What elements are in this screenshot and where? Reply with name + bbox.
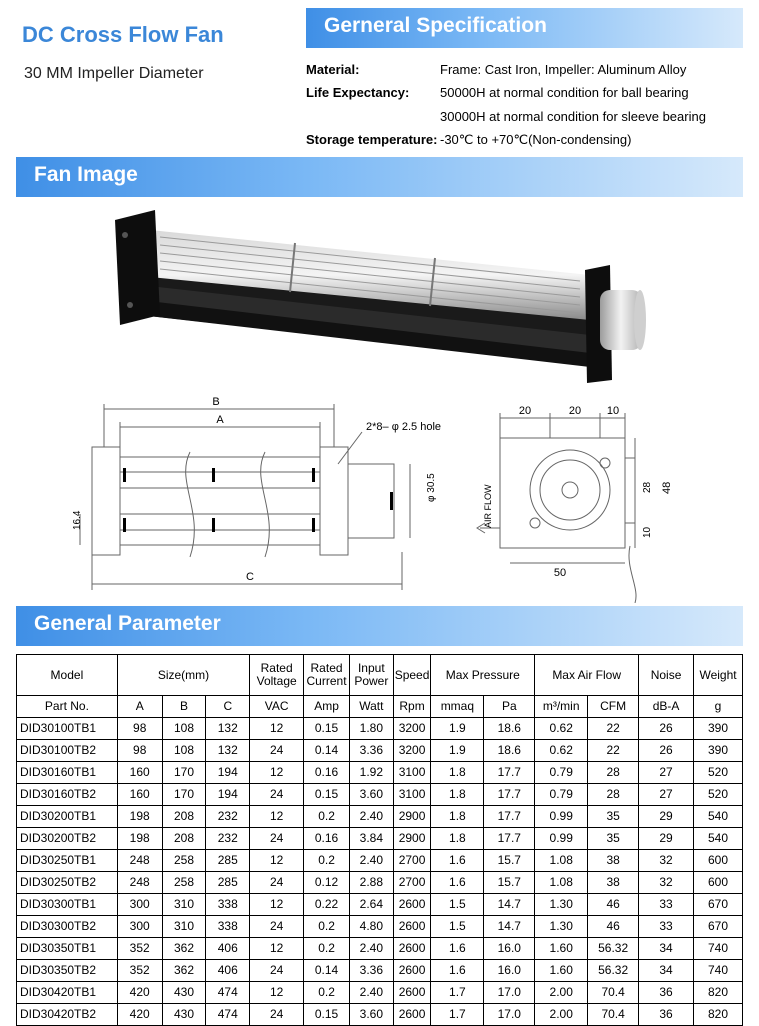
- table-row: [17, 1004, 743, 1026]
- table-cell: 194: [206, 784, 250, 806]
- spec-value-life-ball: 50000H at normal condition for ball bearing: [440, 85, 689, 100]
- table-cell: 1.80: [349, 718, 393, 740]
- table-cell: 2600: [393, 938, 431, 960]
- table-cell: 0.62: [535, 718, 588, 740]
- table-cell: 0.22: [304, 894, 350, 916]
- table-row: [17, 762, 743, 784]
- table-cell: 310: [162, 916, 206, 938]
- table-cell: 24: [250, 960, 304, 982]
- table-cell: 0.15: [304, 718, 350, 740]
- table-cell: 2.40: [349, 938, 393, 960]
- part-number-cell: DID30200TB1: [17, 806, 118, 828]
- table-cell: 12: [250, 982, 304, 1004]
- part-number-cell: DID30350TB1: [17, 938, 118, 960]
- table-cell: 820: [694, 1004, 743, 1026]
- dim-label-b: B: [212, 396, 220, 408]
- table-cell: 1.9: [431, 740, 484, 762]
- col-header-power: Input Power: [349, 655, 393, 696]
- table-row: [17, 938, 743, 960]
- table-cell: 0.16: [304, 762, 350, 784]
- table-unit-row: [17, 696, 743, 718]
- table-cell: 1.60: [535, 960, 588, 982]
- table-cell: 108: [162, 740, 206, 762]
- table-cell: 12: [250, 762, 304, 784]
- table-cell: 600: [694, 872, 743, 894]
- table-cell: 3100: [393, 784, 431, 806]
- general-parameter-heading: General Parameter: [34, 612, 221, 635]
- dim-10-top: 10: [606, 405, 620, 417]
- table-cell: 22: [588, 718, 639, 740]
- table-cell: 2600: [393, 1004, 431, 1026]
- table-cell: 16.0: [484, 960, 535, 982]
- table-cell: 420: [117, 1004, 162, 1026]
- table-cell: 300: [117, 916, 162, 938]
- table-cell: 18.6: [484, 718, 535, 740]
- table-cell: 2.40: [349, 806, 393, 828]
- table-cell: 24: [250, 1004, 304, 1026]
- table-cell: 17.0: [484, 982, 535, 1004]
- table-cell: 2700: [393, 850, 431, 872]
- table-cell: 18.6: [484, 740, 535, 762]
- table-cell: 1.5: [431, 916, 484, 938]
- table-cell: 352: [117, 938, 162, 960]
- table-cell: 198: [117, 828, 162, 850]
- part-number-cell: DID30300TB1: [17, 894, 118, 916]
- table-cell: 4.80: [349, 916, 393, 938]
- col-header-size: Size(mm): [117, 655, 249, 696]
- spec-label-storage: Storage temperature:: [306, 132, 438, 147]
- unit-m3min: m³/min: [535, 696, 588, 718]
- table-cell: 670: [694, 916, 743, 938]
- table-cell: 0.99: [535, 806, 588, 828]
- table-cell: 14.7: [484, 894, 535, 916]
- table-cell: 32: [639, 850, 694, 872]
- dim-label-a: A: [216, 414, 224, 426]
- table-cell: 3.60: [349, 784, 393, 806]
- table-cell: 0.62: [535, 740, 588, 762]
- table-cell: 2900: [393, 806, 431, 828]
- spec-value-storage: -30℃ to +70℃(Non-condensing): [440, 132, 632, 147]
- table-cell: 17.0: [484, 1004, 535, 1026]
- table-row: [17, 828, 743, 850]
- unit-mmaq: mmaq: [431, 696, 484, 718]
- table-cell: 520: [694, 762, 743, 784]
- table-cell: 17.7: [484, 806, 535, 828]
- table-cell: 0.16: [304, 828, 350, 850]
- unit-pa: Pa: [484, 696, 535, 718]
- table-cell: 0.12: [304, 872, 350, 894]
- col-header-airflow: Max Air Flow: [535, 655, 639, 696]
- table-cell: 29: [639, 828, 694, 850]
- table-cell: 70.4: [588, 1004, 639, 1026]
- table-cell: 1.30: [535, 894, 588, 916]
- table-cell: 0.15: [304, 784, 350, 806]
- table-cell: 15.7: [484, 850, 535, 872]
- general-spec-heading: Gerneral Specification: [324, 14, 547, 37]
- table-cell: 258: [162, 872, 206, 894]
- table-row: [17, 872, 743, 894]
- hole-note: 2*8– φ 2.5 hole: [366, 421, 442, 433]
- part-number-cell: DID30200TB2: [17, 828, 118, 850]
- table-cell: 208: [162, 828, 206, 850]
- table-cell: 1.60: [535, 938, 588, 960]
- table-cell: 430: [162, 982, 206, 1004]
- dim-50: 50: [553, 567, 567, 579]
- table-cell: 17.7: [484, 762, 535, 784]
- table-row: [17, 960, 743, 982]
- table-cell: 285: [206, 872, 250, 894]
- table-cell: 2.40: [349, 982, 393, 1004]
- table-cell: 108: [162, 718, 206, 740]
- table-cell: 3.36: [349, 960, 393, 982]
- col-header-speed: Speed: [393, 655, 431, 696]
- table-cell: 27: [639, 762, 694, 784]
- table-cell: 12: [250, 850, 304, 872]
- table-cell: 2600: [393, 982, 431, 1004]
- table-row: [17, 806, 743, 828]
- table-cell: 390: [694, 740, 743, 762]
- table-cell: 2700: [393, 872, 431, 894]
- table-cell: 362: [162, 960, 206, 982]
- fan-photo: [100, 205, 660, 385]
- table-cell: 1.8: [431, 806, 484, 828]
- part-number-cell: DID30250TB2: [17, 872, 118, 894]
- col-header-weight: Weight: [694, 655, 743, 696]
- part-number-cell: DID30250TB1: [17, 850, 118, 872]
- table-cell: 29: [639, 806, 694, 828]
- table-cell: 0.79: [535, 784, 588, 806]
- col-header-current: Rated Current: [304, 655, 350, 696]
- table-cell: 56.32: [588, 938, 639, 960]
- table-cell: 160: [117, 784, 162, 806]
- dim-diameter: φ 30.5: [426, 473, 437, 502]
- table-cell: 0.14: [304, 960, 350, 982]
- unit-cfm: CFM: [588, 696, 639, 718]
- table-cell: 1.8: [431, 762, 484, 784]
- table-cell: 248: [117, 872, 162, 894]
- table-cell: 98: [117, 718, 162, 740]
- table-cell: 0.2: [304, 982, 350, 1004]
- part-number-cell: DID30350TB2: [17, 960, 118, 982]
- table-cell: 22: [588, 740, 639, 762]
- table-cell: 1.9: [431, 718, 484, 740]
- unit-vac: VAC: [250, 696, 304, 718]
- table-cell: 2600: [393, 894, 431, 916]
- table-cell: 1.7: [431, 982, 484, 1004]
- table-cell: 3.36: [349, 740, 393, 762]
- dim-height: 16.4: [72, 510, 83, 530]
- spec-value-life-sleeve: 30000H at normal condition for sleeve bearing: [440, 109, 706, 124]
- unit-a: A: [117, 696, 162, 718]
- col-header-noise: Noise: [639, 655, 694, 696]
- table-cell: 1.6: [431, 850, 484, 872]
- table-cell: 56.32: [588, 960, 639, 982]
- table-cell: 0.14: [304, 740, 350, 762]
- table-cell: 740: [694, 938, 743, 960]
- table-cell: 406: [206, 960, 250, 982]
- fan-image-heading: Fan Image: [34, 163, 138, 186]
- table-row: [17, 740, 743, 762]
- part-number-cell: DID30420TB1: [17, 982, 118, 1004]
- table-cell: 170: [162, 784, 206, 806]
- table-cell: 170: [162, 762, 206, 784]
- table-cell: 0.99: [535, 828, 588, 850]
- table-cell: 540: [694, 806, 743, 828]
- table-cell: 338: [206, 916, 250, 938]
- table-cell: 2.40: [349, 850, 393, 872]
- unit-amp: Amp: [304, 696, 350, 718]
- general-parameter-banner: [16, 606, 743, 646]
- table-cell: 1.5: [431, 894, 484, 916]
- table-row: [17, 894, 743, 916]
- table-cell: 1.92: [349, 762, 393, 784]
- table-cell: 338: [206, 894, 250, 916]
- table-cell: 24: [250, 916, 304, 938]
- col-header-voltage: Rated Voltage: [250, 655, 304, 696]
- table-cell: 2600: [393, 960, 431, 982]
- table-cell: 194: [206, 762, 250, 784]
- spec-label-material: Material:: [306, 62, 360, 77]
- table-cell: 12: [250, 894, 304, 916]
- table-cell: 2.64: [349, 894, 393, 916]
- table-row: [17, 982, 743, 1004]
- unit-b: B: [162, 696, 206, 718]
- table-cell: 3.60: [349, 1004, 393, 1026]
- table-cell: 27: [639, 784, 694, 806]
- table-row: [17, 718, 743, 740]
- unit-dba: dB-A: [639, 696, 694, 718]
- table-cell: 28: [588, 762, 639, 784]
- table-cell: 34: [639, 938, 694, 960]
- table-cell: 232: [206, 806, 250, 828]
- table-cell: 36: [639, 982, 694, 1004]
- table-cell: 3200: [393, 740, 431, 762]
- table-cell: 300: [117, 894, 162, 916]
- table-cell: 24: [250, 740, 304, 762]
- table-cell: 36: [639, 1004, 694, 1026]
- table-cell: 1.08: [535, 872, 588, 894]
- table-cell: 46: [588, 916, 639, 938]
- dim-48: 48: [661, 481, 673, 494]
- table-cell: 406: [206, 938, 250, 960]
- table-cell: 520: [694, 784, 743, 806]
- table-cell: 0.79: [535, 762, 588, 784]
- table-cell: 132: [206, 740, 250, 762]
- part-number-cell: DID30300TB2: [17, 916, 118, 938]
- table-cell: 310: [162, 894, 206, 916]
- dim-20-right: 20: [568, 405, 582, 417]
- page-title: DC Cross Flow Fan: [22, 22, 224, 47]
- page-subtitle: 30 MM Impeller Diameter: [24, 65, 204, 82]
- table-cell: 0.2: [304, 916, 350, 938]
- table-row: [17, 784, 743, 806]
- table-cell: 2600: [393, 916, 431, 938]
- air-flow-label: AIR FLOW: [483, 484, 493, 528]
- table-cell: 1.6: [431, 872, 484, 894]
- table-cell: 33: [639, 894, 694, 916]
- table-cell: 430: [162, 1004, 206, 1026]
- table-cell: 17.7: [484, 784, 535, 806]
- table-cell: 2900: [393, 828, 431, 850]
- table-cell: 160: [117, 762, 162, 784]
- table-cell: 248: [117, 850, 162, 872]
- table-cell: 1.08: [535, 850, 588, 872]
- table-cell: 258: [162, 850, 206, 872]
- part-number-cell: DID30420TB2: [17, 1004, 118, 1026]
- parameter-table: [16, 654, 743, 1026]
- table-cell: 540: [694, 828, 743, 850]
- table-cell: 198: [117, 806, 162, 828]
- unit-g: g: [694, 696, 743, 718]
- table-cell: 24: [250, 784, 304, 806]
- table-cell: 1.8: [431, 784, 484, 806]
- table-cell: 0.2: [304, 806, 350, 828]
- table-cell: 208: [162, 806, 206, 828]
- table-cell: 1.30: [535, 916, 588, 938]
- table-cell: 32: [639, 872, 694, 894]
- table-cell: 670: [694, 894, 743, 916]
- unit-part-no: Part No.: [17, 696, 118, 718]
- table-cell: 34: [639, 960, 694, 982]
- table-cell: 16.0: [484, 938, 535, 960]
- table-cell: 46: [588, 894, 639, 916]
- unit-watt: Watt: [349, 696, 393, 718]
- table-row: [17, 916, 743, 938]
- table-cell: 98: [117, 740, 162, 762]
- table-cell: 3200: [393, 718, 431, 740]
- col-header-model: Model: [17, 655, 118, 696]
- table-cell: 12: [250, 718, 304, 740]
- table-cell: 24: [250, 828, 304, 850]
- part-number-cell: DID30100TB1: [17, 718, 118, 740]
- table-cell: 33: [639, 916, 694, 938]
- table-cell: 362: [162, 938, 206, 960]
- part-number-cell: DID30160TB2: [17, 784, 118, 806]
- table-cell: 2.00: [535, 982, 588, 1004]
- general-spec-banner: [306, 8, 743, 48]
- spec-label-life: Life Expectancy:: [306, 85, 410, 100]
- table-cell: 420: [117, 982, 162, 1004]
- table-header-row: [17, 655, 743, 696]
- table-cell: 12: [250, 806, 304, 828]
- table-cell: 2.88: [349, 872, 393, 894]
- table-cell: 38: [588, 872, 639, 894]
- table-cell: 28: [588, 784, 639, 806]
- col-header-pressure: Max Pressure: [431, 655, 535, 696]
- table-cell: 740: [694, 960, 743, 982]
- table-cell: 1.8: [431, 828, 484, 850]
- table-cell: 3100: [393, 762, 431, 784]
- table-cell: 474: [206, 1004, 250, 1026]
- table-cell: 132: [206, 718, 250, 740]
- table-cell: 0.15: [304, 1004, 350, 1026]
- table-cell: 352: [117, 960, 162, 982]
- side-view-drawing: [40, 392, 460, 597]
- table-cell: 2.00: [535, 1004, 588, 1026]
- table-cell: 390: [694, 718, 743, 740]
- table-row: [17, 850, 743, 872]
- table-cell: 0.2: [304, 850, 350, 872]
- table-cell: 38: [588, 850, 639, 872]
- table-cell: 12: [250, 938, 304, 960]
- table-cell: 24: [250, 872, 304, 894]
- table-cell: 0.2: [304, 938, 350, 960]
- fan-image-banner: [16, 157, 743, 197]
- table-cell: 474: [206, 982, 250, 1004]
- table-cell: 70.4: [588, 982, 639, 1004]
- table-cell: 3.84: [349, 828, 393, 850]
- table-cell: 1.6: [431, 938, 484, 960]
- unit-c: C: [206, 696, 250, 718]
- part-number-cell: DID30100TB2: [17, 740, 118, 762]
- table-cell: 17.7: [484, 828, 535, 850]
- table-cell: 26: [639, 740, 694, 762]
- table-cell: 285: [206, 850, 250, 872]
- table-cell: 820: [694, 982, 743, 1004]
- dim-28: 28: [642, 481, 653, 493]
- table-cell: 1.6: [431, 960, 484, 982]
- table-cell: 26: [639, 718, 694, 740]
- table-cell: 35: [588, 806, 639, 828]
- table-cell: 1.7: [431, 1004, 484, 1026]
- dim-label-c: C: [246, 571, 254, 583]
- table-cell: 600: [694, 850, 743, 872]
- end-view-drawing: [455, 398, 695, 603]
- table-cell: 35: [588, 828, 639, 850]
- unit-rpm: Rpm: [393, 696, 431, 718]
- table-cell: 232: [206, 828, 250, 850]
- dim-10-bottom: 10: [642, 526, 653, 538]
- table-cell: 15.7: [484, 872, 535, 894]
- spec-value-material: Frame: Cast Iron, Impeller: Aluminum Alloy: [440, 62, 687, 77]
- dim-20-left: 20: [518, 405, 532, 417]
- part-number-cell: DID30160TB1: [17, 762, 118, 784]
- table-cell: 14.7: [484, 916, 535, 938]
